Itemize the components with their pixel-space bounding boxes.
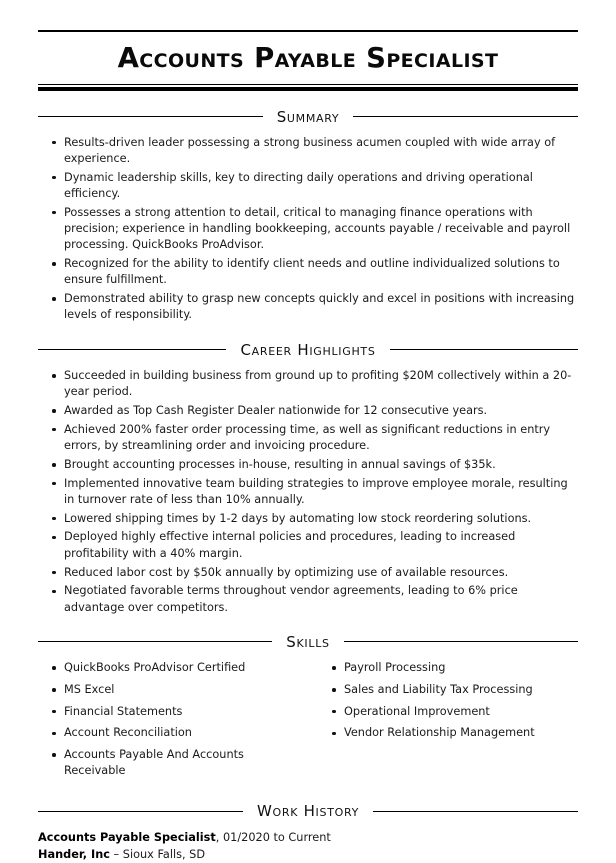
summary-bullet-list [38, 135, 578, 324]
list-item: Sales and Liability Tax Processing [308, 682, 578, 698]
section-rule-right [353, 116, 578, 117]
list-item: Accounts Payable And Accounts Receivable [38, 747, 308, 780]
skills-column-right [308, 660, 578, 785]
section-rule-right [390, 349, 578, 350]
list-item: Payroll Processing [308, 660, 578, 676]
career-highlights-bullet-list [38, 368, 578, 616]
section-header-summary [38, 108, 578, 126]
job-company-line [38, 847, 578, 863]
section-rule-left [38, 349, 226, 350]
resume-page [0, 30, 616, 861]
section-rule-right [344, 641, 578, 642]
section-title-summary: Summary [276, 107, 340, 126]
list-item: Demonstrated ability to grasp new concepts quickly and excel in positions with increasing levels of responsibility. [38, 291, 578, 324]
section-header-work-history [38, 802, 578, 820]
section-title-career-highlights: Career Highlights [240, 340, 376, 359]
list-item: Awarded as Top Cash Register Dealer nationwide for 12 consecutive years. [38, 403, 578, 419]
list-item: Possesses a strong attention to detail, critical to managing finance operations with precision; experience in handling bookkeeping, accounts payable / receivable and payroll processing. QuickBooks ProAdvisor. [38, 205, 578, 254]
list-item: Account Reconciliation [38, 725, 308, 741]
list-item: Results-driven leader possessing a strong business acumen coupled with wide array of experience. [38, 135, 578, 168]
section-title-skills: Skills [286, 632, 330, 651]
job-dates: , 01/2020 to Current [215, 831, 331, 845]
job-location: – Sioux Falls, SD [109, 847, 206, 861]
list-item: Negotiated favorable terms throughout vendor agreements, leading to 6% price advantage over competitors. [38, 583, 578, 616]
list-item: MS Excel [38, 682, 308, 698]
section-header-career-highlights [38, 341, 578, 359]
section-title-work-history: Work History [256, 802, 360, 821]
list-item: Lowered shipping times by 1-2 days by automating low stock reordering solutions. [38, 511, 578, 527]
skills-list-left [38, 660, 308, 780]
section-header-skills [38, 633, 578, 651]
page-title: Accounts Payable Specialist [117, 42, 499, 74]
job-title: Accounts Payable Specialist [38, 831, 216, 845]
list-item: Recognized for the ability to identify client needs and outline individualized solutions to ensure fulfillment. [38, 256, 578, 289]
list-item: QuickBooks ProAdvisor Certified [38, 660, 308, 676]
work-history-entry [38, 830, 578, 863]
list-item: Deployed highly effective internal policies and procedures, leading to increased profitability with a 40% margin. [38, 529, 578, 562]
section-rule-left [38, 641, 272, 642]
header-thick-rule [38, 87, 578, 91]
header-thin-rule [38, 84, 578, 85]
list-item: Vendor Relationship Management [308, 725, 578, 741]
skills-list-right [308, 660, 578, 742]
list-item: Financial Statements [38, 704, 308, 720]
skills-column-left [38, 660, 308, 785]
section-rule-right [373, 811, 578, 812]
section-rule-left [38, 811, 243, 812]
skills-columns [38, 660, 578, 785]
job-company: Hander, Inc [38, 847, 110, 861]
list-item: Reduced labor cost by $50k annually by optimizing use of available resources. [38, 565, 578, 581]
list-item: Brought accounting processes in-house, resulting in annual savings of $35k. [38, 457, 578, 473]
list-item: Implemented innovative team building strategies to improve employee morale, resulting in turnover rate of less than 10% annually. [38, 476, 578, 509]
list-item: Succeeded in building business from ground up to profiting $20M collectively within a 20-year period. [38, 368, 578, 401]
section-rule-left [38, 116, 263, 117]
list-item: Dynamic leadership skills, key to directing daily operations and driving operational efficiency. [38, 170, 578, 203]
job-title-line [38, 830, 578, 846]
list-item: Achieved 200% faster order processing time, as well as significant reductions in entry errors, by streamlining order and invoicing procedure. [38, 422, 578, 455]
list-item: Operational Improvement [308, 704, 578, 720]
